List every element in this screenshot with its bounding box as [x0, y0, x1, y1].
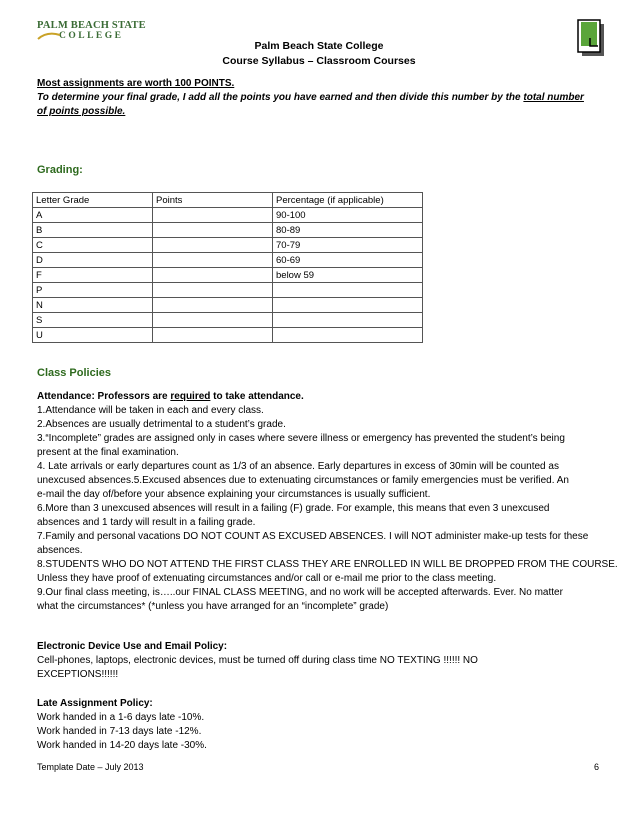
attendance-text-a: Attendance: Professors are: [37, 391, 171, 402]
electronic-line-1: Cell-phones, laptops, electronic devices, must be turned off during class time NO TEXTING !!!!!! NO: [37, 655, 478, 666]
attendance-required: required: [170, 391, 211, 402]
table-cell: [153, 313, 273, 328]
table-row: [33, 313, 423, 328]
policy-line: 2.Absences are usually detrimental to a student’s grade.: [37, 419, 286, 430]
logo-line-2: COLLEGE: [59, 31, 124, 41]
table-cell: 80-89: [273, 223, 423, 238]
table-header-row: [33, 193, 423, 208]
table-cell: [153, 298, 273, 313]
intro-line-3: of points possible.: [37, 106, 126, 117]
table-cell: 70-79: [273, 238, 423, 253]
footer-page-number: 6: [594, 762, 600, 772]
table-cell: C: [33, 238, 153, 253]
table-header-cell: Percentage (if applicable): [273, 193, 423, 208]
policy-line: 7.Family and personal vacations DO NOT COUNT AS EXCUSED ABSENCES. I will NOT administer make-up tests for these: [37, 531, 589, 542]
table-cell: [153, 268, 273, 283]
policy-line: absences.: [37, 545, 83, 556]
grading-heading: Grading:: [37, 164, 83, 176]
electronic-heading: Electronic Device Use and Email Policy:: [37, 641, 228, 652]
table-row: [33, 253, 423, 268]
policy-line: present at the final examination.: [37, 447, 179, 458]
policy-line: absences and 1 tardy will result in a failing grade.: [37, 517, 256, 528]
table-row: [33, 208, 423, 223]
table-row: [33, 223, 423, 238]
header-subtitle: Course Syllabus – Classroom Courses: [222, 55, 416, 67]
table-cell: [273, 313, 423, 328]
attendance-line: [37, 390, 304, 403]
table-row: [33, 283, 423, 298]
table-cell: N: [33, 298, 153, 313]
policy-line: 1.Attendance will be taken in each and every class.: [37, 405, 264, 416]
header-title: Palm Beach State College: [254, 40, 384, 52]
footer-template-date: Template Date – July 2013: [37, 762, 144, 772]
table-cell: [273, 283, 423, 298]
policy-line: unexcused absences.5.Excused absences due to extenuating circumstances or family emergencies must be verified. An: [37, 475, 569, 486]
table-row: [33, 298, 423, 313]
document-icon: [576, 18, 606, 58]
policy-line: e-mail the day of/before your absence explaining your circumstances is usually sufficient.: [37, 489, 431, 500]
table-cell: S: [33, 313, 153, 328]
policy-line: 8.STUDENTS WHO DO NOT ATTEND THE FIRST CLASS THEY ARE ENROLLED IN WILL BE DROPPED FROM THE COURSE.: [37, 559, 618, 570]
table-cell: [273, 328, 423, 343]
table-cell: F: [33, 268, 153, 283]
policy-line: Unless they have proof of extenuating circumstances and/or call or e-mail me prior to the class meeting.: [37, 573, 497, 584]
table-row: [33, 328, 423, 343]
intro-line-2-underlined: total number: [523, 92, 584, 103]
intro-line-2-text: To determine your final grade, I add all the points you have earned and then divide this number by the: [37, 92, 521, 103]
attendance-text-b: to take attendance.: [210, 391, 304, 402]
table-cell: D: [33, 253, 153, 268]
late-line: Work handed in 14-20 days late -30%.: [37, 740, 207, 751]
table-cell: [153, 238, 273, 253]
intro-line-2: [37, 91, 584, 104]
table-cell: U: [33, 328, 153, 343]
policy-line: 6.More than 3 unexcused absences will result in a failing (F) grade. For example, this means that even 3 unexcused: [37, 503, 550, 514]
policy-line: 4. Late arrivals or early departures count as 1/3 of an absence. Early departures in excess of 30min will be counted as: [37, 461, 559, 472]
table-header-cell: Points: [153, 193, 273, 208]
table-cell: below 59: [273, 268, 423, 283]
table-cell: A: [33, 208, 153, 223]
late-heading: Late Assignment Policy:: [37, 698, 153, 709]
policy-line: what the circumstances* (*unless you have arranged for an “incomplete” grade): [37, 601, 389, 612]
table-cell: [153, 208, 273, 223]
table-cell: B: [33, 223, 153, 238]
table-cell: [153, 223, 273, 238]
electronic-line-2: EXCEPTIONS!!!!!!: [37, 669, 119, 680]
table-cell: P: [33, 283, 153, 298]
late-line: Work handed in 7-13 days late -12%.: [37, 726, 202, 737]
policy-line: 9.Our final class meeting, is…..our FINAL CLASS MEETING, and no work will be accepted afterwards. Ever. No matter: [37, 587, 563, 598]
intro-line-1: Most assignments are worth 100 POINTS.: [37, 78, 235, 89]
late-line: Work handed in a 1-6 days late -10%.: [37, 712, 205, 723]
table-cell: [153, 253, 273, 268]
policy-line: 3.“Incomplete” grades are assigned only in cases where severe illness or emergency has prevented the student’s being: [37, 433, 565, 444]
table-cell: [273, 298, 423, 313]
table-header-cell: Letter Grade: [33, 193, 153, 208]
table-row: [33, 268, 423, 283]
policies-heading: Class Policies: [37, 367, 111, 379]
table-row: [33, 238, 423, 253]
logo-line-1: PALM BEACH STATE: [37, 20, 146, 31]
grading-table: [32, 192, 423, 343]
table-cell: 90-100: [273, 208, 423, 223]
table-cell: 60-69: [273, 253, 423, 268]
table-cell: [153, 283, 273, 298]
table-cell: [153, 328, 273, 343]
